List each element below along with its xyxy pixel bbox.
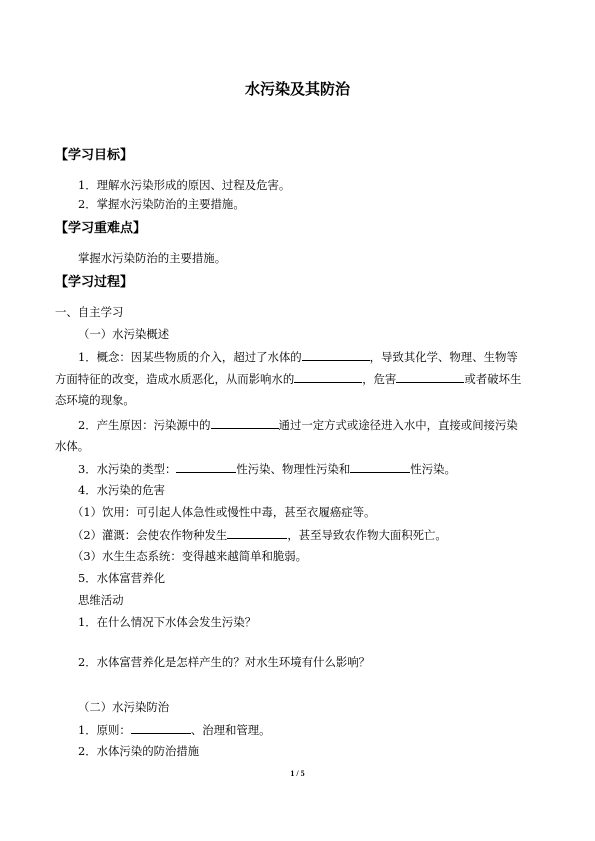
objectives-heading: 【学习目标】 <box>55 148 134 163</box>
process-heading: 【学习过程】 <box>55 275 134 290</box>
question-3: 3．水污染的类型： 性污染、物理性污染和 性污染。 <box>78 462 456 476</box>
fill-blank[interactable] <box>176 461 236 473</box>
thinking-question-1: 1．在什么情况下水体会发生污染？ <box>78 615 257 629</box>
question-2-line-2: 水体。 <box>55 439 90 453</box>
fill-blank[interactable] <box>396 371 464 383</box>
question-1-line-1: 1．概念：因某些物质的介入，超过了水体的 ，导致其化学、物理、生物等 <box>78 350 518 364</box>
sub1-heading: （一）水污染概述 <box>78 327 170 341</box>
page-title: 水污染及其防治 <box>244 80 350 98</box>
fill-blank[interactable] <box>294 371 362 383</box>
fill-blank[interactable] <box>211 417 279 429</box>
fill-blank[interactable] <box>131 722 191 734</box>
question-5: 5．水体富营养化 <box>78 571 165 585</box>
thinking-question-2: 2．水体富营养化是怎样产生的？对水生环境有什么影响？ <box>78 655 371 669</box>
question-1-line-2: 方面特征的改变，造成水质恶化，从而影响水的 ，危害 或者破坏生 <box>55 372 522 386</box>
sub2-heading: （二）水污染防治 <box>78 700 170 714</box>
fill-blank[interactable] <box>302 349 370 361</box>
part1-heading: 一、自主学习 <box>55 305 124 319</box>
prevention-2: 2．水体污染的防治措施 <box>78 744 200 758</box>
objective-2: 2．掌握水污染防治的主要措施。 <box>78 197 245 211</box>
prevention-1: 1．原则： 、治理和管理。 <box>78 723 271 737</box>
question-1-line-3: 态环境的现象。 <box>55 393 135 407</box>
question-4-3: （3）水生生态系统：变得越来越简单和脆弱。 <box>72 549 308 563</box>
page-number: 1 / 5 <box>290 769 305 778</box>
fill-blank[interactable] <box>350 461 410 473</box>
question-2-line-1: 2．产生原因：污染源中的 通过一定方式或途径进入水中，直接或间接污染 <box>78 418 518 432</box>
question-4-2: （2）灌溉：会使农作物种发生 ，甚至导致农作物大面积死亡。 <box>72 528 447 542</box>
fill-blank[interactable] <box>227 527 287 539</box>
question-4: 4．水污染的危害 <box>78 483 165 497</box>
question-4-1: （1）饮用：可引起人体急性或慢性中毒，甚至衣履癌症等。 <box>72 505 376 519</box>
keypoints-heading: 【学习重难点】 <box>55 221 147 236</box>
objective-1: 1．理解水污染形成的原因、过程及危害。 <box>78 178 291 192</box>
thinking-heading: 思维活动 <box>78 593 124 607</box>
keypoint-1: 掌握水污染防治的主要措施。 <box>78 251 227 265</box>
